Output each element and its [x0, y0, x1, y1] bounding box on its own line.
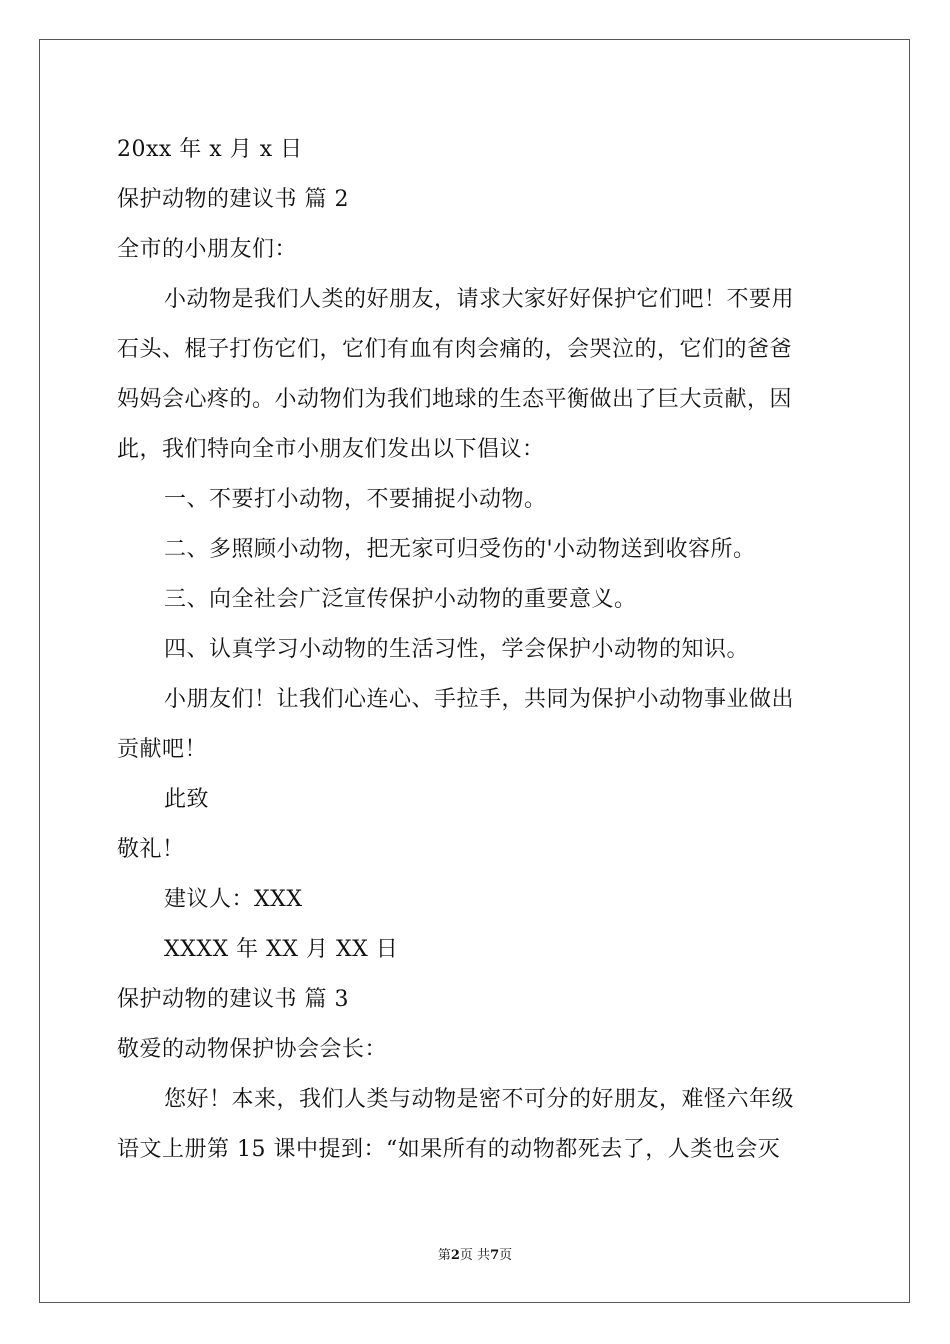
proposal-item: 四、认真学习小动物的生活习性，学会保护小动物的知识。	[164, 637, 750, 662]
page-mid: 页 共	[459, 1248, 491, 1263]
body-paragraph-line: 贡献吧！	[117, 737, 208, 762]
closing-phrase: 此致	[164, 787, 210, 812]
signature-line: 建议人：XXX	[164, 887, 303, 912]
body-paragraph-line: 小动物是我们人类的好朋友，请求大家好好保护它们吧！不要用	[164, 287, 795, 312]
body-paragraph-line: 小朋友们！让我们心连心、手拉手，共同为保护小动物事业做出	[164, 687, 795, 712]
signature-date: XXXX 年 XX 月 XX 日	[164, 937, 399, 962]
page-suffix: 页	[499, 1248, 513, 1263]
body-paragraph-line: 您好！本来，我们人类与动物是密不可分的好朋友，难怪六年级	[164, 1087, 795, 1112]
page-prefix: 第	[437, 1248, 451, 1263]
body-paragraph-line: 语文上册第 15 课中提到：“如果所有的动物都死去了，人类也会灭	[117, 1137, 781, 1162]
section-title: 保护动物的建议书 篇 3	[117, 987, 349, 1012]
section-title: 保护动物的建议书 篇 2	[117, 187, 349, 212]
total-pages-number: 7	[490, 1248, 500, 1263]
proposal-item: 三、向全社会广泛宣传保护小动物的重要意义。	[164, 587, 637, 612]
date-line: 20xx 年 x 月 x 日	[117, 137, 303, 162]
body-paragraph-line: 妈妈会心疼的。小动物们为我们地球的生态平衡做出了巨大贡献，因	[117, 387, 793, 412]
salutation: 敬爱的动物保护协会会长：	[117, 1037, 388, 1062]
salutation: 全市的小朋友们：	[117, 237, 298, 262]
page-footer	[0, 1247, 950, 1265]
body-paragraph-line: 此，我们特向全市小朋友们发出以下倡议：	[117, 437, 545, 462]
proposal-item: 二、多照顾小动物，把无家可归受伤的'小动物送到收容所。	[164, 537, 756, 562]
closing-salute: 敬礼！	[117, 837, 185, 862]
body-paragraph-line: 石头、棍子打伤它们，它们有血有肉会痛的，会哭泣的，它们的爸爸	[117, 337, 793, 362]
current-page-number: 2	[450, 1248, 460, 1263]
proposal-item: 一、不要打小动物，不要捕捉小动物。	[164, 487, 547, 512]
